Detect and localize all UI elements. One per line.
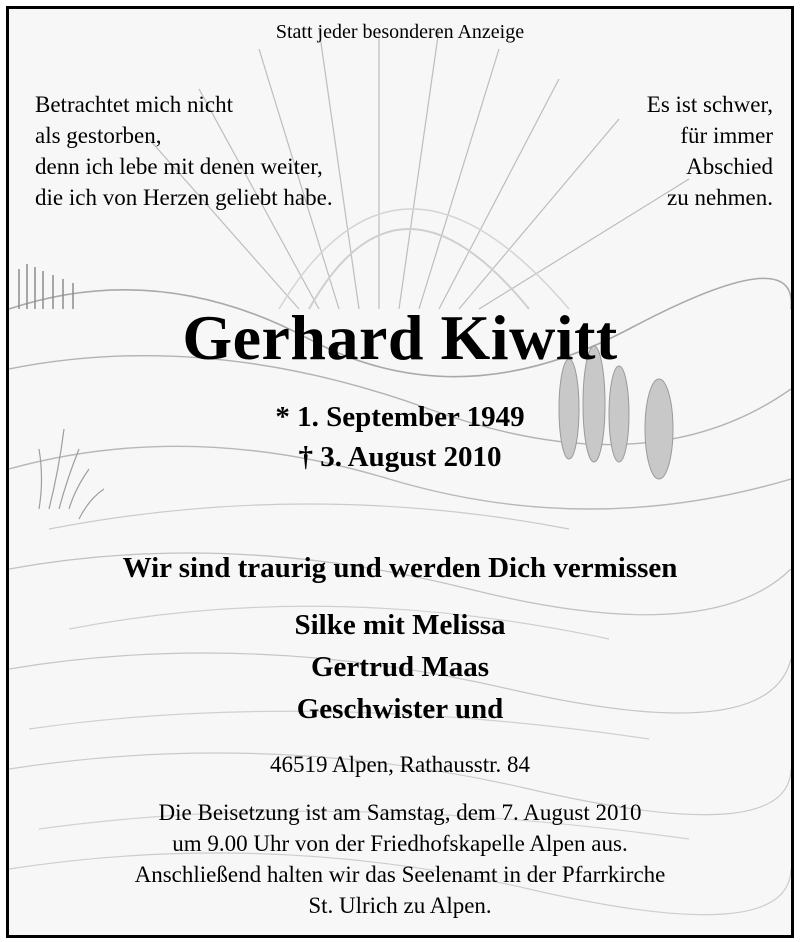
birth-date: * 1. September 1949	[275, 401, 525, 433]
mourner-name: Gertrud Maas	[311, 651, 489, 683]
quote-left-line: denn ich lebe mit denen weiter,	[35, 154, 323, 179]
quote-left-line: die ich von Herzen geliebt habe.	[35, 185, 333, 210]
quote-left-line: Betrachtet mich nicht	[35, 92, 233, 117]
quote-left	[35, 89, 333, 213]
quote-right-line: zu nehmen.	[666, 185, 773, 210]
mourner-name: Silke mit Melissa	[294, 609, 506, 641]
obituary-notice	[6, 6, 794, 938]
quote-right-line: Abschied	[686, 154, 773, 179]
death-date: † 3. August 2010	[298, 441, 502, 473]
funeral-line: Anschließend halten wir das Seelenamt in der Pfarrkirche	[134, 862, 666, 887]
quote-right	[647, 89, 773, 213]
funeral-line: Die Beisetzung ist am Samstag, dem 7. August 2010	[158, 800, 642, 825]
funeral-line: um 9.00 Uhr von der Friedhofskapelle Alpen aus.	[172, 831, 628, 856]
funeral-details	[9, 797, 791, 921]
funeral-line: St. Ulrich zu Alpen.	[308, 893, 492, 918]
quote-left-line: als gestorben,	[35, 123, 162, 148]
mourner-name: Geschwister und	[296, 693, 504, 725]
quote-right-line: Es ist schwer,	[646, 92, 773, 117]
deceased-name: Gerhard Kiwitt	[182, 302, 618, 373]
address: 46519 Alpen, Rathausstr. 84	[269, 752, 531, 777]
header-notice: Statt jeder besonderen Anzeige	[275, 21, 525, 43]
mourning-tagline: Wir sind traurig und werden Dich vermissen	[122, 552, 678, 584]
quote-right-line: für immer	[680, 123, 773, 148]
